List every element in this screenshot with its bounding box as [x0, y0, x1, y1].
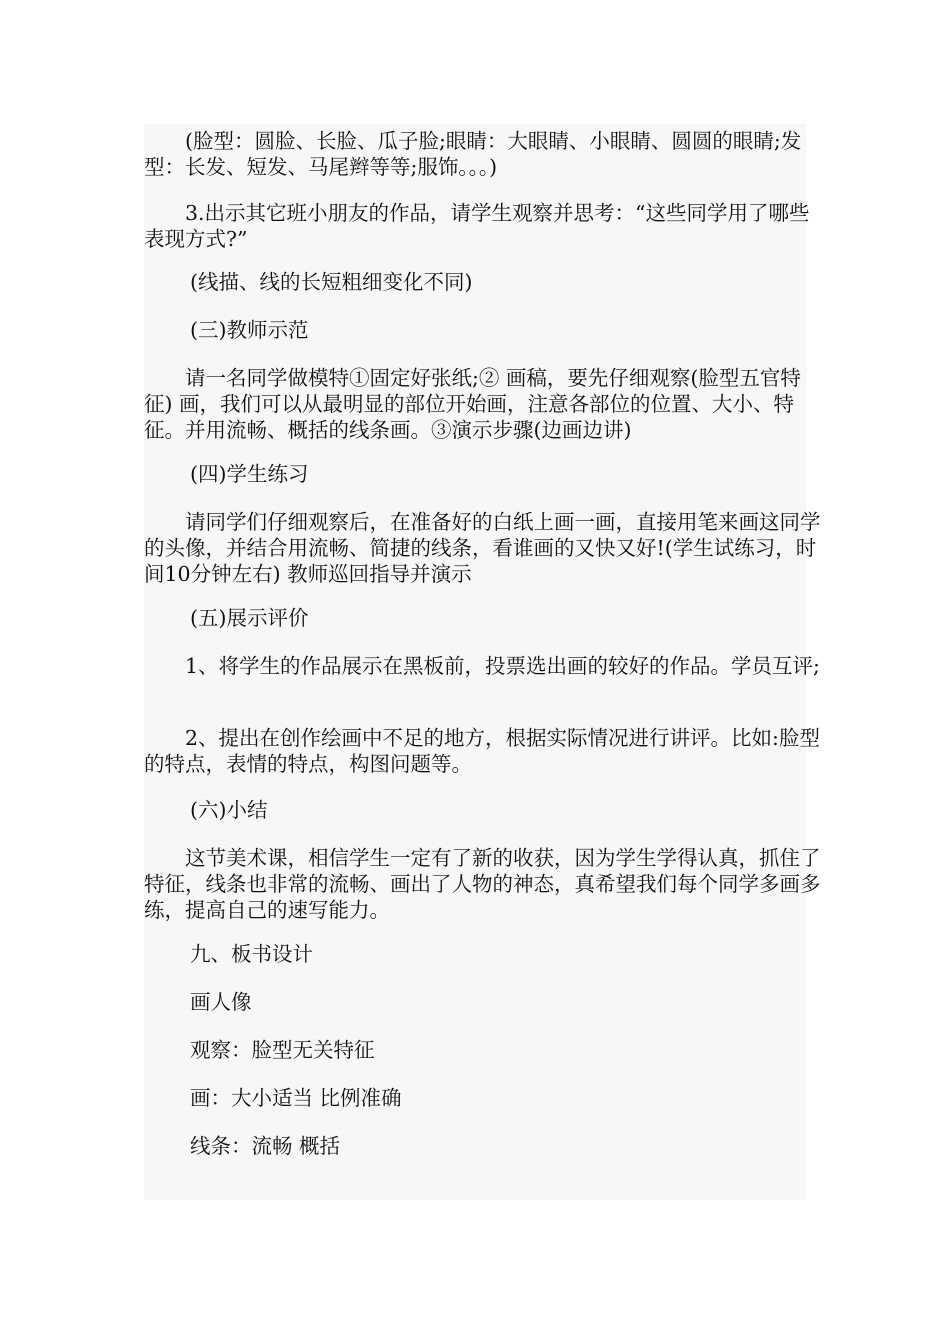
paragraph-evaluation-2: 2、提出在创作绘画中不足的地方，根据实际情况进行讲评。比如:脸型的特点，表情的特点，构图问题等。 — [144, 726, 820, 776]
paragraph-practice-instructions: 请同学们仔细观察后，在准备好的白纸上画一画，直接用笔来画这同学的头像，并结合用流畅、简捷的线条，看谁画的又快又好!(学生试练习，时间10分钟左右) 教师巡回指导并演示 — [144, 510, 821, 586]
paragraph-line-drawing: (线描、线的长短粗细变化不同) — [190, 270, 473, 294]
board-lines: 线条：流畅 概括 — [190, 1134, 341, 1158]
paragraph-summary: 这节美术课，相信学生一定有了新的收获，因为学生学得认真，抓住了特征，线条也非常的流畅、画出了人物的神态，真希望我们每个同学多画多练，提高自己的速写能力。 — [144, 846, 821, 922]
heading-teacher-demo: (三)教师示范 — [190, 318, 309, 342]
heading-display-evaluation: (五)展示评价 — [190, 606, 309, 630]
board-observe: 观察：脸型无关特征 — [190, 1038, 375, 1062]
heading-board-design: 九、板书设计 — [190, 942, 313, 966]
heading-student-practice: (四)学生练习 — [190, 462, 309, 486]
paragraph-demo-steps: 请一名同学做模特①固定好张纸;② 画稿，要先仔细观察(脸型五官特征) 画，我们可以从最明显的部位开始画，注意各部位的位置、大小、特征。并用流畅、概括的线条画。③演示步骤(边画边讲) — [144, 366, 801, 442]
paragraph-face-types: (脸型：圆脸、长脸、瓜子脸;眼睛：大眼睛、小眼睛、圆圆的眼睛;发型：长发、短发、马尾辫等等;服饰。。。) — [144, 129, 802, 179]
paragraph-show-works: 3.出示其它班小朋友的作品，请学生观察并思考：“这些同学用了哪些表现方式?” — [144, 201, 810, 251]
board-draw: 画：大小适当 比例准确 — [190, 1086, 402, 1110]
paragraph-evaluation-1: 1、将学生的作品展示在黑板前，投票选出画的较好的作品。学员互评; — [144, 654, 820, 678]
board-title: 画人像 — [190, 990, 252, 1014]
heading-summary: (六)小结 — [190, 798, 268, 822]
